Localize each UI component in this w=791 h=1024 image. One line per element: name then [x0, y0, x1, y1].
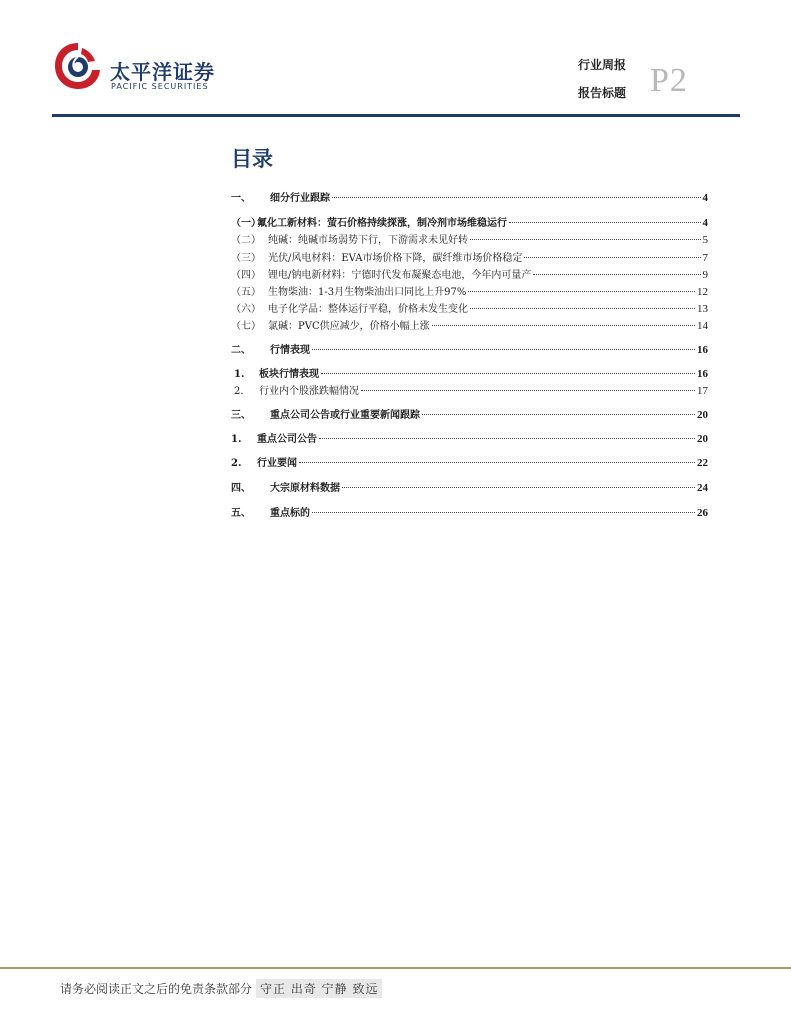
- toc-leader: [321, 373, 695, 374]
- toc-entry-title: 电子化学品：整体运行平稳，价格未发生变化: [268, 304, 468, 315]
- toc-leader: [470, 239, 701, 240]
- toc-leader: [524, 257, 700, 258]
- toc-entry-number: （四）: [231, 270, 261, 281]
- report-type: 行业周报: [578, 58, 627, 72]
- page-mark: P2: [650, 62, 688, 99]
- toc-entry-page: 17: [697, 385, 708, 397]
- toc-heading: 目录: [231, 147, 273, 171]
- toc-entry[interactable]: [231, 319, 708, 334]
- toc-entry-page: 4: [702, 192, 708, 204]
- footer-disclaimer: 请务必阅读正文之后的免责条款部分: [60, 982, 253, 996]
- toc-entry-number: 一、: [231, 193, 251, 204]
- toc-entry-number: （六）: [231, 304, 261, 315]
- toc-entry-title: 光伏/风电材料：EVA市场价格下降，碳纤维市场价格稳定: [268, 253, 523, 264]
- toc-entry-page: 26: [697, 507, 708, 519]
- toc-entry-page: 9: [702, 269, 708, 281]
- toc-entry-number: （一）: [231, 218, 261, 229]
- toc-entry-number: 三、: [231, 410, 251, 421]
- toc-entry-title: 重点标的: [270, 508, 310, 519]
- toc-entry-title: 纯碱：纯碱市场弱势下行，下游需求未见好转: [268, 235, 468, 246]
- toc-leader: [470, 308, 695, 309]
- toc-leader: [319, 438, 695, 439]
- toc-entry-number: 五、: [231, 508, 251, 519]
- toc-entry[interactable]: [231, 432, 708, 447]
- toc-entry-number: 四、: [231, 483, 251, 494]
- toc-entry[interactable]: [231, 216, 708, 231]
- toc-entry-number: （七）: [231, 321, 261, 332]
- toc-entry-number: （二）: [231, 235, 261, 246]
- toc-entry-page: 22: [697, 457, 708, 469]
- toc-entry-title: 板块行情表现: [259, 369, 319, 380]
- page-footer: [60, 979, 382, 998]
- toc-entry[interactable]: [231, 343, 708, 358]
- footer-rule: [0, 967, 791, 969]
- toc-entry-number: 1.: [234, 369, 245, 380]
- toc-entry-number: 2.: [231, 458, 242, 469]
- toc-entry-number: 1.: [231, 434, 242, 445]
- toc-leader: [342, 487, 695, 488]
- toc-entry-title: 生物柴油：1-3月生物柴油出口同比上升97%: [268, 287, 467, 298]
- toc-leader: [509, 222, 701, 223]
- toc-entry-number: （五）: [231, 287, 261, 298]
- toc-leader: [422, 414, 695, 415]
- toc-leader: [332, 197, 701, 198]
- toc-entry-page: 20: [697, 409, 708, 421]
- logo-emblem-icon: [52, 40, 104, 92]
- toc-leader: [361, 390, 695, 391]
- toc-entry-title: 行情表现: [270, 345, 310, 356]
- toc-entry[interactable]: [231, 481, 708, 496]
- toc-entry-page: 20: [697, 433, 708, 445]
- toc-entry-number: 二、: [231, 345, 251, 356]
- toc-entry-title: 行业内个股涨跌幅情况: [259, 386, 359, 397]
- toc-entry-page: 5: [702, 234, 708, 246]
- logo-name-en: PACIFIC SECURITIES: [111, 82, 209, 91]
- toc-entry-page: 24: [697, 482, 708, 494]
- toc-entry[interactable]: [231, 506, 708, 521]
- toc-entry[interactable]: [231, 285, 708, 300]
- toc-entry-title: 行业要闻: [257, 458, 297, 469]
- toc-leader: [312, 349, 695, 350]
- toc-entry[interactable]: [231, 367, 708, 382]
- toc-leader: [432, 325, 695, 326]
- toc-entry[interactable]: [231, 233, 708, 248]
- header-rule: [52, 114, 740, 117]
- toc-entry-title: 氟化工新材料：萤石价格持续探涨，制冷剂市场维稳运行: [257, 218, 507, 229]
- toc-entry-page: 16: [697, 344, 708, 356]
- toc-leader: [299, 462, 695, 463]
- toc-entry-title: 重点公司公告: [257, 434, 317, 445]
- toc-entry[interactable]: [231, 456, 708, 471]
- report-title: 报告标题: [578, 86, 627, 100]
- toc-leader: [468, 291, 695, 292]
- toc-entry-title: 大宗原材料数据: [270, 483, 340, 494]
- toc-entry[interactable]: [231, 268, 708, 283]
- toc-entry[interactable]: [231, 384, 708, 399]
- toc-entry-number: 2.: [234, 386, 244, 397]
- toc-entry-title: 氯碱：PVC供应减少，价格小幅上涨: [268, 321, 430, 332]
- toc-entry[interactable]: [231, 302, 708, 317]
- toc-entry-page: 12: [697, 286, 708, 298]
- toc-entry-title: 锂电/钠电新材料：宁德时代发布凝聚态电池，今年内可量产: [268, 270, 532, 281]
- toc-entry[interactable]: [231, 251, 708, 266]
- company-logo: [52, 40, 232, 100]
- footer-motto: 守正 出奇 宁静 致远: [256, 979, 382, 998]
- toc-leader: [312, 512, 695, 513]
- toc-entry-page: 4: [702, 217, 708, 229]
- toc-leader: [533, 274, 700, 275]
- toc-entry-title: 细分行业跟踪: [270, 193, 330, 204]
- toc-entry[interactable]: [231, 408, 708, 423]
- toc-entry-title: 重点公司公告或行业重要新闻跟踪: [270, 410, 420, 421]
- toc-entry-number: （三）: [231, 253, 261, 264]
- toc-entry-page: 14: [697, 320, 708, 332]
- toc-entry-page: 13: [697, 303, 708, 315]
- toc-entry-page: 7: [702, 252, 708, 264]
- logo-name-cn: 太平洋证券: [110, 60, 215, 84]
- toc-entry-page: 16: [697, 368, 708, 380]
- toc-entry[interactable]: [231, 191, 708, 206]
